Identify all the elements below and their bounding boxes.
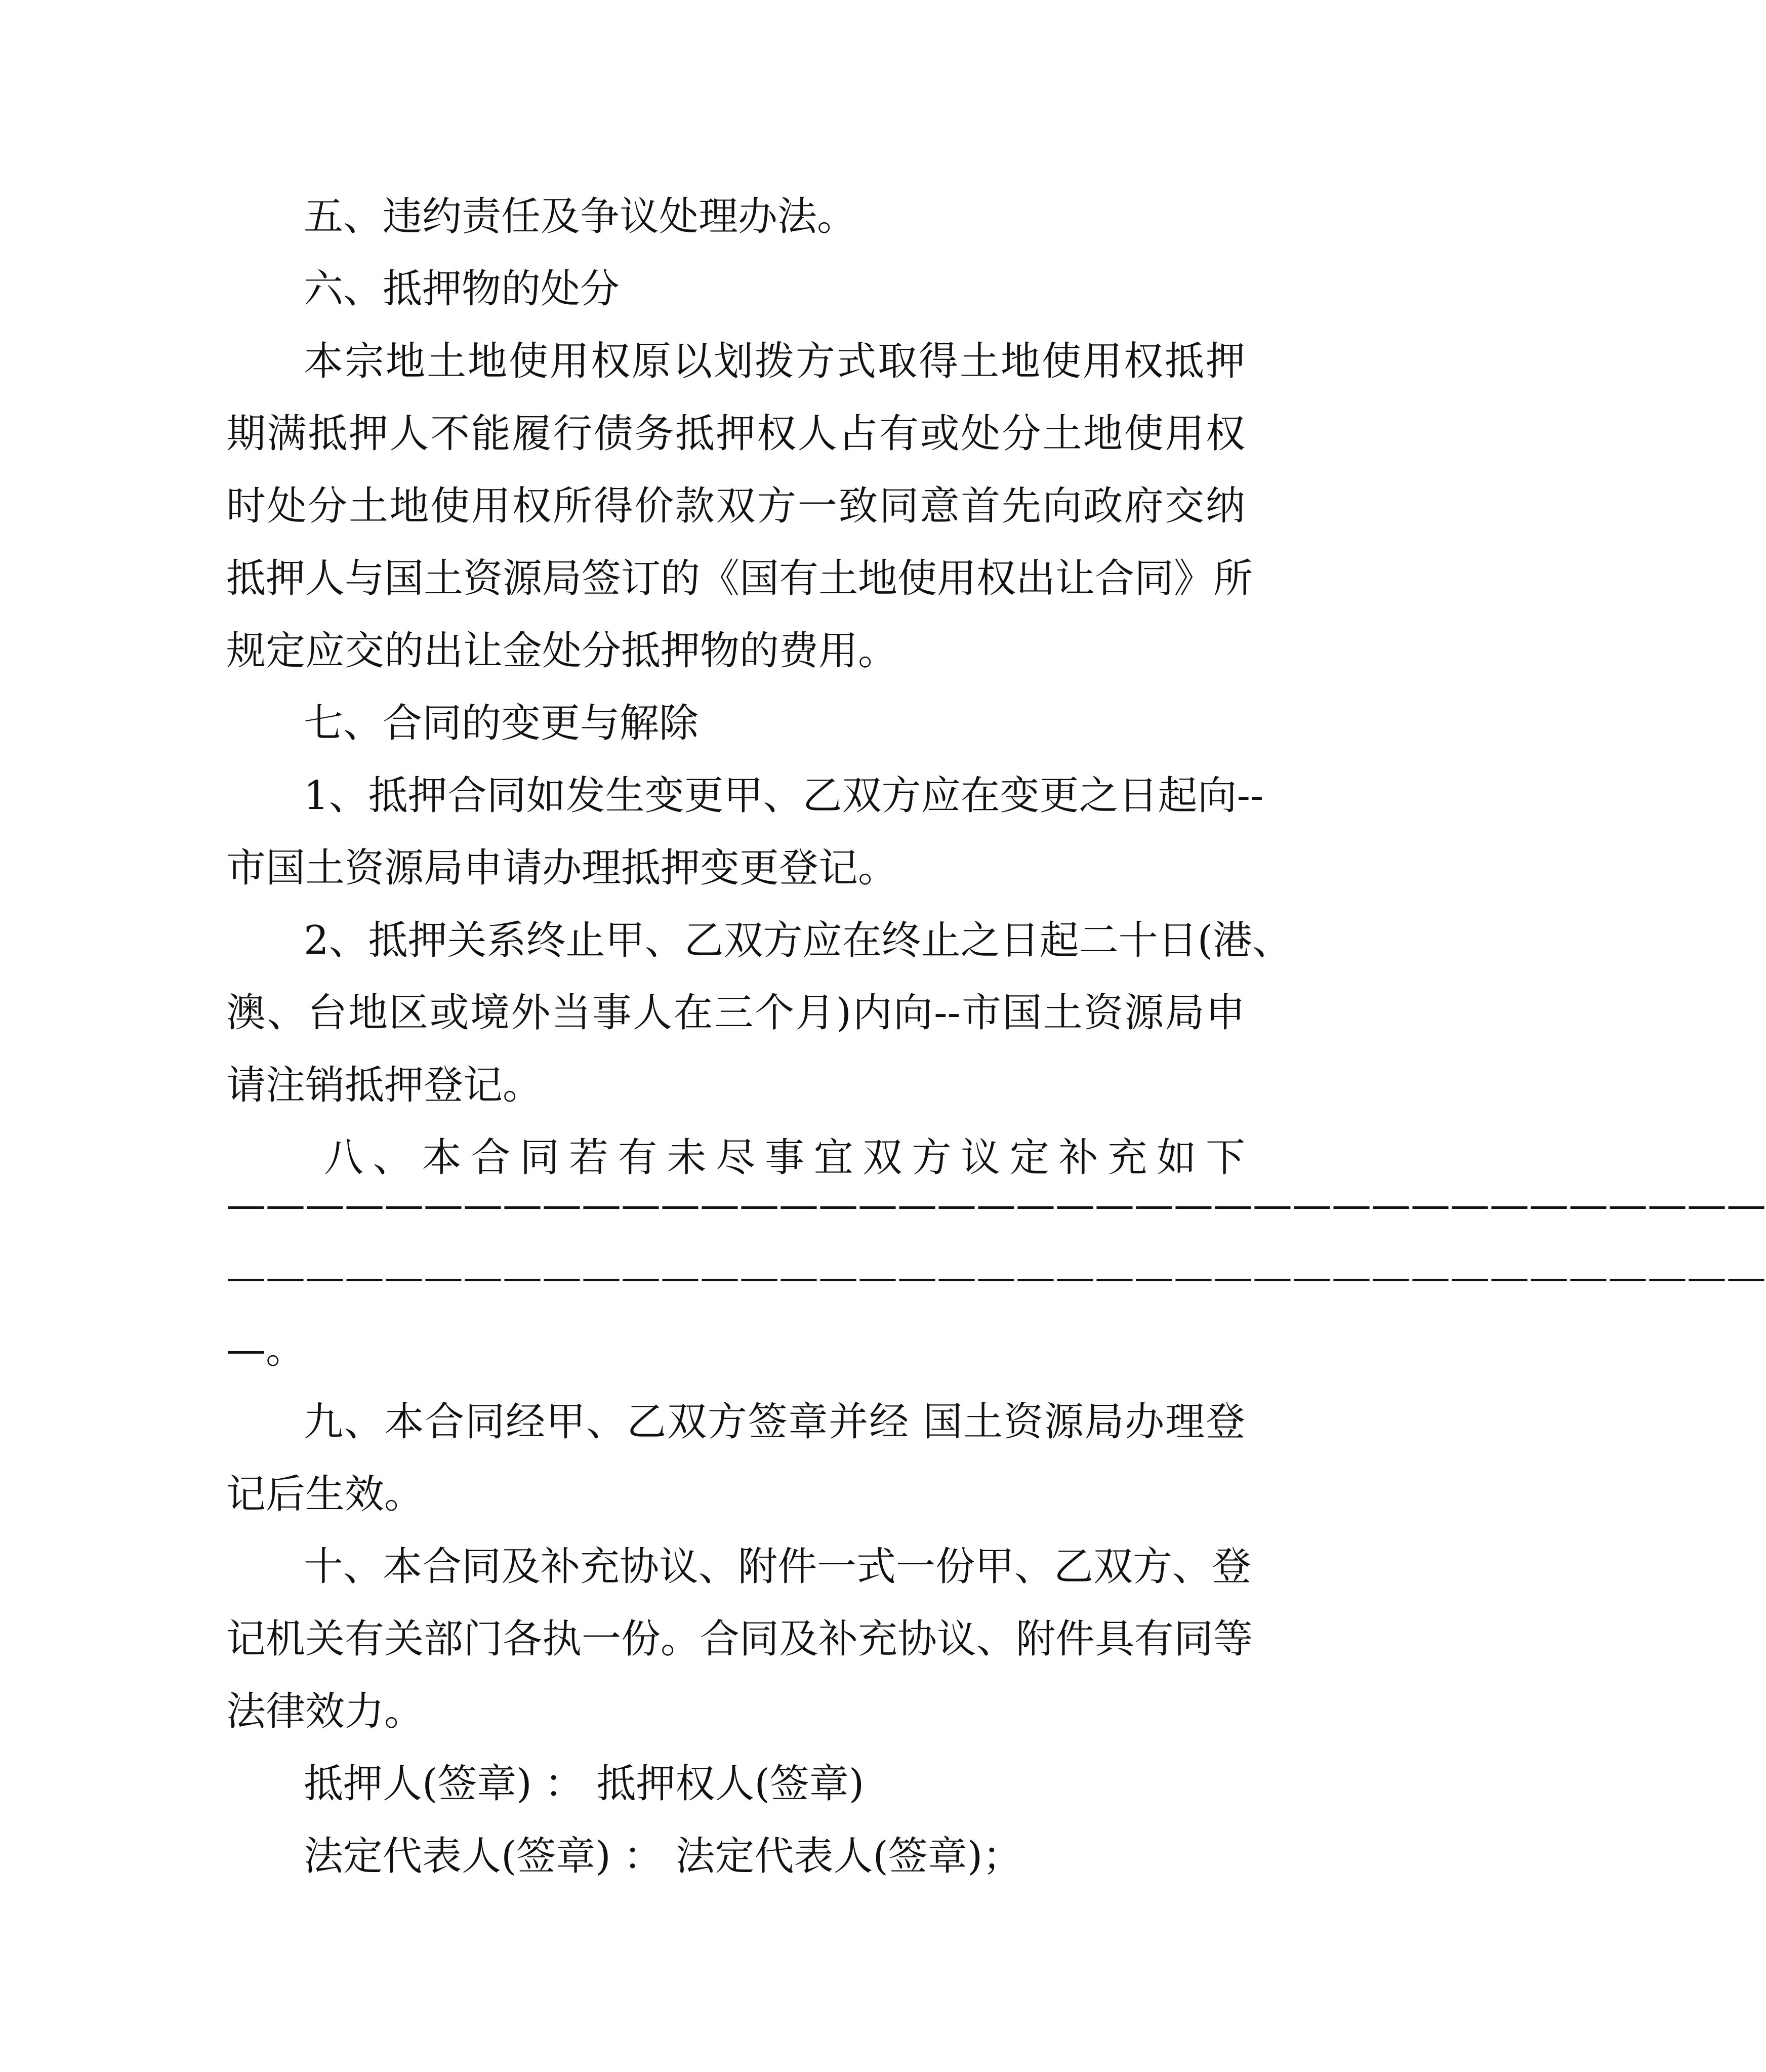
blank-fill-line: ——————————————————————————————————————— — [226, 1254, 1766, 1300]
paragraph-line: 规定应交的出让金处分抵押物的费用。 — [226, 628, 898, 674]
blank-fill-end: —。 — [226, 1327, 306, 1372]
paragraph-line: 记后生效。 — [226, 1472, 424, 1517]
section-8-heading: 八、本合同若有未尽事宜双方议定补充如下 — [324, 1135, 1245, 1181]
signature-line-mortgagor: 抵押人(签章) ： 抵押权人(签章) — [304, 1761, 865, 1807]
section-9-line: 九、本合同经甲、乙双方签章并经 国土资源局办理登 — [304, 1399, 1245, 1445]
section-10-line: 十、本合同及补充协议、附件一式一份甲、乙双方、登 — [304, 1544, 1252, 1590]
paragraph-line: 法律效力。 — [226, 1689, 424, 1734]
paragraph-line: 市国土资源局申请办理抵押变更登记。 — [226, 845, 898, 891]
signature-line-legal-rep: 法定代表人(签章) ： 法定代表人(签章)； — [304, 1834, 1022, 1879]
paragraph-line: 1、抵押合同如发生变更甲、乙双方应在变更之日起向-- — [304, 773, 1264, 819]
paragraph-line: 期满抵押人不能履行债务抵押权人占有或处分土地使用权 — [226, 411, 1245, 457]
paragraph-line: 本宗地土地使用权原以划拨方式取得土地使用权抵押 — [304, 339, 1245, 384]
section-6-heading: 六、抵押物的处分 — [304, 266, 620, 312]
blank-fill-line: ——————————————————————————————————————— — [226, 1182, 1766, 1228]
paragraph-line: 2、抵押关系终止甲、乙双方应在终止之日起二十日(港、 — [304, 918, 1292, 963]
paragraph-line: 请注销抵押登记。 — [226, 1063, 543, 1108]
paragraph-line: 时处分土地使用权所得价款双方一致同意首先向政府交纳 — [226, 483, 1245, 529]
paragraph-line: 抵押人与国土资源局签订的《国有土地使用权出让合同》所 — [226, 556, 1253, 601]
paragraph-line: 记机关有关部门各执一份。合同及补充协议、附件具有同等 — [226, 1616, 1253, 1662]
section-5-heading: 五、违约责任及争议处理办法。 — [304, 194, 857, 239]
section-7-heading: 七、合同的变更与解除 — [304, 701, 699, 746]
paragraph-line: 澳、台地区或境外当事人在三个月)内向--市国土资源局申 — [226, 990, 1245, 1036]
